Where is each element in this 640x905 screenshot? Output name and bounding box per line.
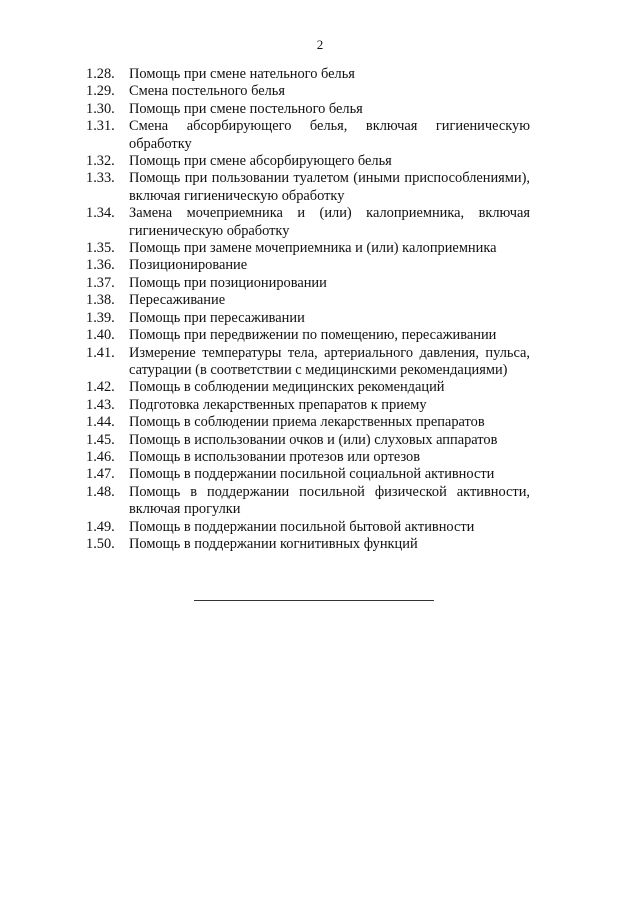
- item-number: 1.31.: [86, 118, 115, 135]
- item-text: Помощь при замене мочеприемника и (или) калоприемника: [129, 240, 497, 257]
- item-text: Позиционирование: [129, 257, 248, 274]
- item-number: 1.41.: [86, 344, 115, 361]
- item-number: 1.35.: [86, 240, 115, 257]
- list-item: [86, 327, 530, 344]
- list-item: [86, 536, 530, 553]
- item-number: 1.39.: [86, 309, 115, 326]
- item-text: Помощь в соблюдении медицинских рекомендаций: [129, 379, 445, 396]
- item-number: 1.38.: [86, 292, 115, 309]
- item-number: 1.34.: [86, 205, 115, 222]
- services-list: [86, 66, 530, 553]
- item-number: 1.47.: [86, 466, 115, 483]
- item-number: 1.45.: [86, 431, 115, 448]
- item-text: Помощь в поддержании посильной физической активности, включая прогулки: [129, 483, 530, 518]
- item-number: 1.44.: [86, 414, 115, 431]
- item-text: Помощь в поддержании посильной бытовой активности: [129, 518, 475, 535]
- item-text: Помощь при смене постельного белья: [129, 100, 363, 117]
- item-number: 1.29.: [86, 83, 115, 100]
- item-text: Помощь в поддержании когнитивных функций: [129, 535, 418, 552]
- list-item: [86, 310, 530, 327]
- item-text: Замена мочеприемника и (или) калоприемника, включая гигиеническую обработку: [129, 205, 530, 239]
- item-text: Подготовка лекарственных препаратов к приему: [129, 396, 427, 413]
- item-number: 1.40.: [86, 327, 115, 344]
- list-item: [86, 205, 530, 240]
- item-number: 1.48.: [86, 483, 115, 500]
- item-text: Помощь при смене нательного белья: [129, 66, 355, 82]
- item-number: 1.37.: [86, 274, 115, 291]
- item-text: Помощь при позиционировании: [129, 274, 327, 291]
- item-text: Помощь при передвижении по помещению, пересаживании: [129, 327, 497, 344]
- item-number: 1.49.: [86, 518, 115, 535]
- item-number: 1.43.: [86, 396, 115, 413]
- list-item: [86, 83, 530, 100]
- list-item: [86, 292, 530, 309]
- item-text: Смена постельного белья: [129, 83, 285, 100]
- list-item: [86, 432, 530, 449]
- item-text: Измерение температуры тела, артериального давления, пульса, сатурации (в соответствии с медицинскими рекомендациями): [129, 344, 530, 378]
- item-text: Помощь в использовании очков и (или) слуховых аппаратов: [129, 431, 498, 448]
- list-item: [86, 397, 530, 414]
- item-text: Смена абсорбирующего белья, включая гигиеническую обработку: [129, 118, 530, 152]
- item-text: Помощь при смене абсорбирующего белья: [129, 153, 392, 170]
- list-item: [86, 449, 530, 466]
- list-item: [86, 101, 530, 118]
- page-number: 2: [316, 37, 324, 52]
- list-item: [86, 484, 530, 519]
- item-text: Помощь в поддержании посильной социальной активности: [129, 466, 495, 483]
- item-number: 1.28.: [86, 66, 115, 82]
- list-item: [86, 379, 530, 396]
- item-text: Помощь при пользовании туалетом (иными приспособлениями), включая гигиеническую обработку: [129, 170, 530, 204]
- item-text: Помощь при пересаживании: [129, 309, 305, 326]
- item-text: Помощь в соблюдении приема лекарственных препаратов: [129, 414, 485, 431]
- list-item: [86, 153, 530, 170]
- end-divider: [194, 600, 434, 601]
- item-number: 1.50.: [86, 535, 115, 552]
- list-item: [86, 519, 530, 536]
- item-number: 1.46.: [86, 448, 115, 465]
- item-number: 1.42.: [86, 379, 115, 396]
- list-item: [86, 170, 530, 205]
- item-number: 1.32.: [86, 153, 115, 170]
- list-item: [86, 275, 530, 292]
- list-item: [86, 118, 530, 153]
- item-text: Пересаживание: [129, 292, 226, 309]
- item-number: 1.30.: [86, 100, 115, 117]
- list-item: [86, 240, 530, 257]
- list-item: [86, 466, 530, 483]
- list-item: [86, 66, 530, 83]
- item-number: 1.36.: [86, 257, 115, 274]
- list-item: [86, 345, 530, 380]
- item-text: Помощь в использовании протезов или ортезов: [129, 448, 421, 465]
- list-item: [86, 414, 530, 431]
- list-item: [86, 257, 530, 274]
- item-number: 1.33.: [86, 170, 115, 187]
